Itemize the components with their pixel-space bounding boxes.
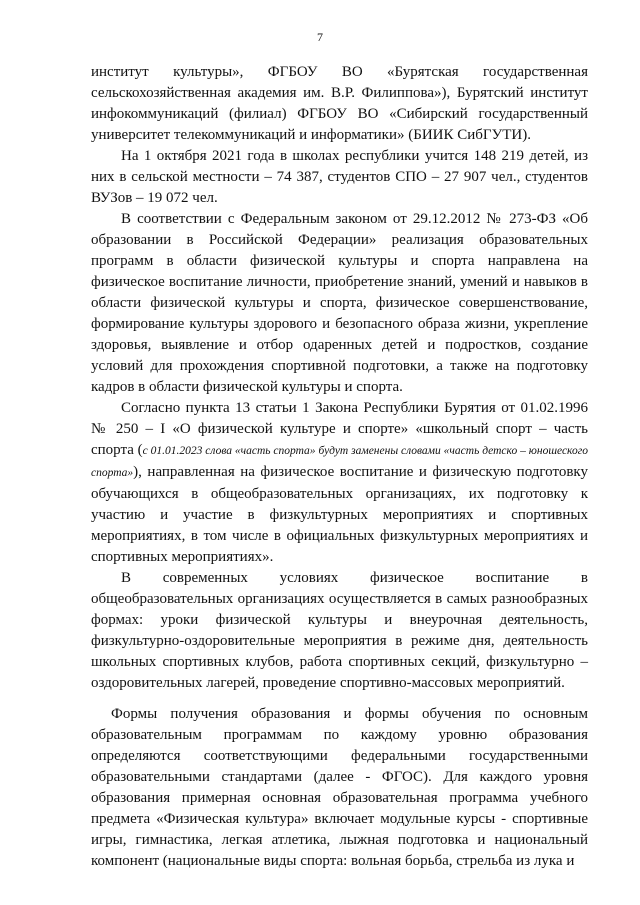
paragraph-spacer: [91, 694, 588, 704]
paragraph-student-statistics: На 1 октября 2021 года в школах республики учится 148 219 детей, из них в сельской местности – 74 387, студентов СПО – 27 907 чел., студентов ВУЗов – 19 072 чел.: [91, 148, 588, 206]
paragraph-federal-law: В соответствии с Федеральным законом от 29.12.2012 № 273-ФЗ «Об образовании в Российской Федерации» реализация образовательных программ в области физической культуры и спорта направлена на физическое воспитание личности, приобретение знаний, умений и навыков в области физической культуры и спорта, физическое совершенствование, формирование культуры здорового и безопасного образа жизни, укрепление здоровья, выявление и отбор одаренных детей и подростков, создание условий для прохождения спортивной подготовки, а также на подготовку кадров в области физической культуры и спорта.: [91, 211, 588, 395]
paragraph-school-sport-definition: [91, 398, 588, 568]
school-sport-text-end: ), направленная на физическое воспитание и физическую подготовку обучающихся в общеобразовательных организациях, их подготовку к участию и участие в физкультурных мероприятиях и спортивных мероприятиях, в том числе в официальных физкультурных мероприятиях и спортивных мероприятиях».: [91, 464, 588, 565]
amendment-note: с 01.01.2023 слова «часть спорта» будут заменены словами «часть детско – юношеского спорта»: [91, 445, 588, 479]
paragraph-physical-education-forms: В современных условиях физическое воспитание в общеобразовательных организациях осуществляется в самых разнообразных формах: уроки физической культуры и внеурочная деятельность, физкультурно-оздоровительные мероприятия в режиме дня, деятельность школьных спортивных клубов, работа спортивных секций, физкультурно – оздоровительных лагерей, проведение спортивно-массовых мероприятий.: [91, 570, 588, 691]
paragraph-education-forms: Формы получения образования и формы обучения по основным образовательным программам по каждому уровню образования определяются соответствующими федеральными государственными образовательными стандартами (далее - ФГОС). Для каждого уровня образования примерная основная образовательная программа учебного предмета «Физическая культура» включает модульные курсы - спортивные игры, гимнастика, легкая атлетика, лыжная подготовка и национальный компонент (национальные виды спорта: вольная борьба, стрельба из лука и: [91, 706, 588, 869]
document-body: [91, 62, 588, 872]
paragraph-institutions: институт культуры», ФГБОУ ВО «Бурятская государственная сельскохозяйственная академия им. В.Р. Филиппова»), Бурятский институт инфокоммуникаций (филиал) ФГБОУ ВО «Сибирский государственный университет телекоммуникаций и информатики» (БИИК СибГУТИ).: [91, 64, 588, 143]
school-sport-text-start: Согласно пункта 13 статьи 1 Закона Республики Бурятия от 01.02.1996 № 250 – I «О физической культуре и спорте» «школьный спорт – часть спорта (: [91, 400, 588, 458]
page-number: 7: [317, 30, 323, 44]
